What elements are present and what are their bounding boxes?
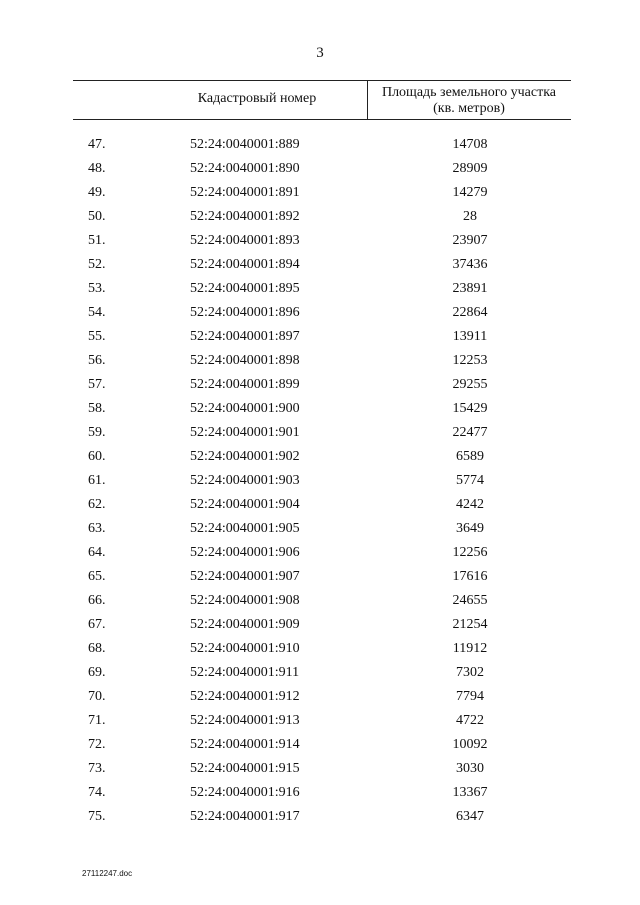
table-row bbox=[0, 736, 640, 760]
row-cadastral-number: 52:24:0040001:898 bbox=[190, 353, 300, 368]
row-land-area: 11912 bbox=[452, 641, 488, 656]
row-number: 71. bbox=[88, 713, 106, 728]
table-body bbox=[0, 136, 640, 832]
row-cadastral-number: 52:24:0040001:909 bbox=[190, 617, 300, 632]
row-cadastral-number: 52:24:0040001:912 bbox=[190, 689, 300, 704]
table-row bbox=[0, 520, 640, 544]
table-row bbox=[0, 232, 640, 256]
table-row bbox=[0, 208, 640, 232]
header-land-area-line1: Площадь земельного участка bbox=[381, 85, 557, 100]
row-land-area: 12256 bbox=[452, 545, 488, 560]
row-cadastral-number: 52:24:0040001:913 bbox=[190, 713, 300, 728]
header-land-area bbox=[369, 85, 569, 117]
row-number: 56. bbox=[88, 353, 106, 368]
row-number: 65. bbox=[88, 569, 106, 584]
row-land-area: 24655 bbox=[452, 593, 488, 608]
row-cadastral-number: 52:24:0040001:911 bbox=[190, 665, 300, 680]
row-cadastral-number: 52:24:0040001:897 bbox=[190, 329, 300, 344]
row-number: 72. bbox=[88, 737, 106, 752]
row-cadastral-number: 52:24:0040001:904 bbox=[190, 497, 300, 512]
row-number: 74. bbox=[88, 785, 106, 800]
table-row bbox=[0, 448, 640, 472]
row-land-area: 14279 bbox=[452, 185, 488, 200]
row-number: 51. bbox=[88, 233, 106, 248]
table-row bbox=[0, 376, 640, 400]
table-row bbox=[0, 328, 640, 352]
row-land-area: 23891 bbox=[452, 281, 488, 296]
row-cadastral-number: 52:24:0040001:906 bbox=[190, 545, 300, 560]
row-land-area: 7302 bbox=[456, 665, 484, 680]
row-cadastral-number: 52:24:0040001:902 bbox=[190, 449, 300, 464]
row-cadastral-number: 52:24:0040001:891 bbox=[190, 185, 300, 200]
row-cadastral-number: 52:24:0040001:889 bbox=[190, 137, 300, 152]
table-row bbox=[0, 256, 640, 280]
row-land-area: 7794 bbox=[456, 689, 484, 704]
row-number: 62. bbox=[88, 497, 106, 512]
row-number: 50. bbox=[88, 209, 106, 224]
row-land-area: 14708 bbox=[452, 137, 488, 152]
row-cadastral-number: 52:24:0040001:901 bbox=[190, 425, 300, 440]
table-row bbox=[0, 496, 640, 520]
row-land-area: 13367 bbox=[452, 785, 488, 800]
table-row bbox=[0, 808, 640, 832]
row-cadastral-number: 52:24:0040001:905 bbox=[190, 521, 300, 536]
row-number: 60. bbox=[88, 449, 106, 464]
row-number: 61. bbox=[88, 473, 106, 488]
row-number: 54. bbox=[88, 305, 106, 320]
row-number: 75. bbox=[88, 809, 106, 824]
table-row bbox=[0, 640, 640, 664]
table-row bbox=[0, 184, 640, 208]
row-number: 69. bbox=[88, 665, 106, 680]
row-number: 67. bbox=[88, 617, 106, 632]
table-row bbox=[0, 472, 640, 496]
table-row bbox=[0, 784, 640, 808]
row-cadastral-number: 52:24:0040001:890 bbox=[190, 161, 300, 176]
row-land-area: 28 bbox=[463, 209, 477, 224]
row-land-area: 6347 bbox=[456, 809, 484, 824]
row-cadastral-number: 52:24:0040001:910 bbox=[190, 641, 300, 656]
row-number: 55. bbox=[88, 329, 106, 344]
row-land-area: 17616 bbox=[452, 569, 488, 584]
table-row bbox=[0, 280, 640, 304]
row-land-area: 3030 bbox=[456, 761, 484, 776]
row-cadastral-number: 52:24:0040001:903 bbox=[190, 473, 300, 488]
row-land-area: 15429 bbox=[452, 401, 488, 416]
row-land-area: 10092 bbox=[452, 737, 488, 752]
row-land-area: 4722 bbox=[456, 713, 484, 728]
table-header bbox=[73, 80, 571, 120]
row-cadastral-number: 52:24:0040001:899 bbox=[190, 377, 300, 392]
row-land-area: 6589 bbox=[456, 449, 484, 464]
row-number: 52. bbox=[88, 257, 106, 272]
header-cadastral-number: Кадастровый номер bbox=[197, 91, 317, 106]
table-row bbox=[0, 160, 640, 184]
table-row bbox=[0, 688, 640, 712]
row-land-area: 13911 bbox=[452, 329, 488, 344]
table-row bbox=[0, 136, 640, 160]
row-cadastral-number: 52:24:0040001:915 bbox=[190, 761, 300, 776]
table-row bbox=[0, 568, 640, 592]
row-number: 53. bbox=[88, 281, 106, 296]
row-number: 59. bbox=[88, 425, 106, 440]
row-land-area: 12253 bbox=[452, 353, 488, 368]
table-row bbox=[0, 544, 640, 568]
table-row bbox=[0, 424, 640, 448]
row-number: 66. bbox=[88, 593, 106, 608]
row-land-area: 23907 bbox=[452, 233, 488, 248]
page-number: 3 bbox=[316, 45, 324, 61]
table-row bbox=[0, 400, 640, 424]
row-land-area: 29255 bbox=[452, 377, 488, 392]
row-land-area: 37436 bbox=[452, 257, 488, 272]
row-number: 49. bbox=[88, 185, 106, 200]
table-row bbox=[0, 304, 640, 328]
row-cadastral-number: 52:24:0040001:895 bbox=[190, 281, 300, 296]
row-cadastral-number: 52:24:0040001:893 bbox=[190, 233, 300, 248]
row-land-area: 5774 bbox=[456, 473, 484, 488]
table-row bbox=[0, 760, 640, 784]
row-cadastral-number: 52:24:0040001:892 bbox=[190, 209, 300, 224]
row-number: 64. bbox=[88, 545, 106, 560]
row-cadastral-number: 52:24:0040001:916 bbox=[190, 785, 300, 800]
header-column-divider bbox=[367, 81, 368, 119]
table-row bbox=[0, 352, 640, 376]
row-cadastral-number: 52:24:0040001:900 bbox=[190, 401, 300, 416]
row-number: 48. bbox=[88, 161, 106, 176]
table-row bbox=[0, 592, 640, 616]
row-cadastral-number: 52:24:0040001:894 bbox=[190, 257, 300, 272]
row-cadastral-number: 52:24:0040001:907 bbox=[190, 569, 300, 584]
row-land-area: 4242 bbox=[456, 497, 484, 512]
row-number: 63. bbox=[88, 521, 106, 536]
row-number: 57. bbox=[88, 377, 106, 392]
row-cadastral-number: 52:24:0040001:908 bbox=[190, 593, 300, 608]
row-cadastral-number: 52:24:0040001:914 bbox=[190, 737, 300, 752]
table-row bbox=[0, 616, 640, 640]
header-land-area-line2: (кв. метров) bbox=[433, 101, 505, 116]
row-cadastral-number: 52:24:0040001:896 bbox=[190, 305, 300, 320]
footer-filename: 27112247.doc bbox=[82, 869, 133, 878]
row-land-area: 22864 bbox=[452, 305, 488, 320]
table-row bbox=[0, 664, 640, 688]
table-row bbox=[0, 712, 640, 736]
row-cadastral-number: 52:24:0040001:917 bbox=[190, 809, 300, 824]
row-number: 73. bbox=[88, 761, 106, 776]
row-land-area: 28909 bbox=[452, 161, 488, 176]
row-number: 68. bbox=[88, 641, 106, 656]
row-land-area: 22477 bbox=[452, 425, 488, 440]
row-number: 58. bbox=[88, 401, 106, 416]
row-land-area: 21254 bbox=[452, 617, 488, 632]
row-number: 47. bbox=[88, 137, 106, 152]
row-land-area: 3649 bbox=[456, 521, 484, 536]
row-number: 70. bbox=[88, 689, 106, 704]
